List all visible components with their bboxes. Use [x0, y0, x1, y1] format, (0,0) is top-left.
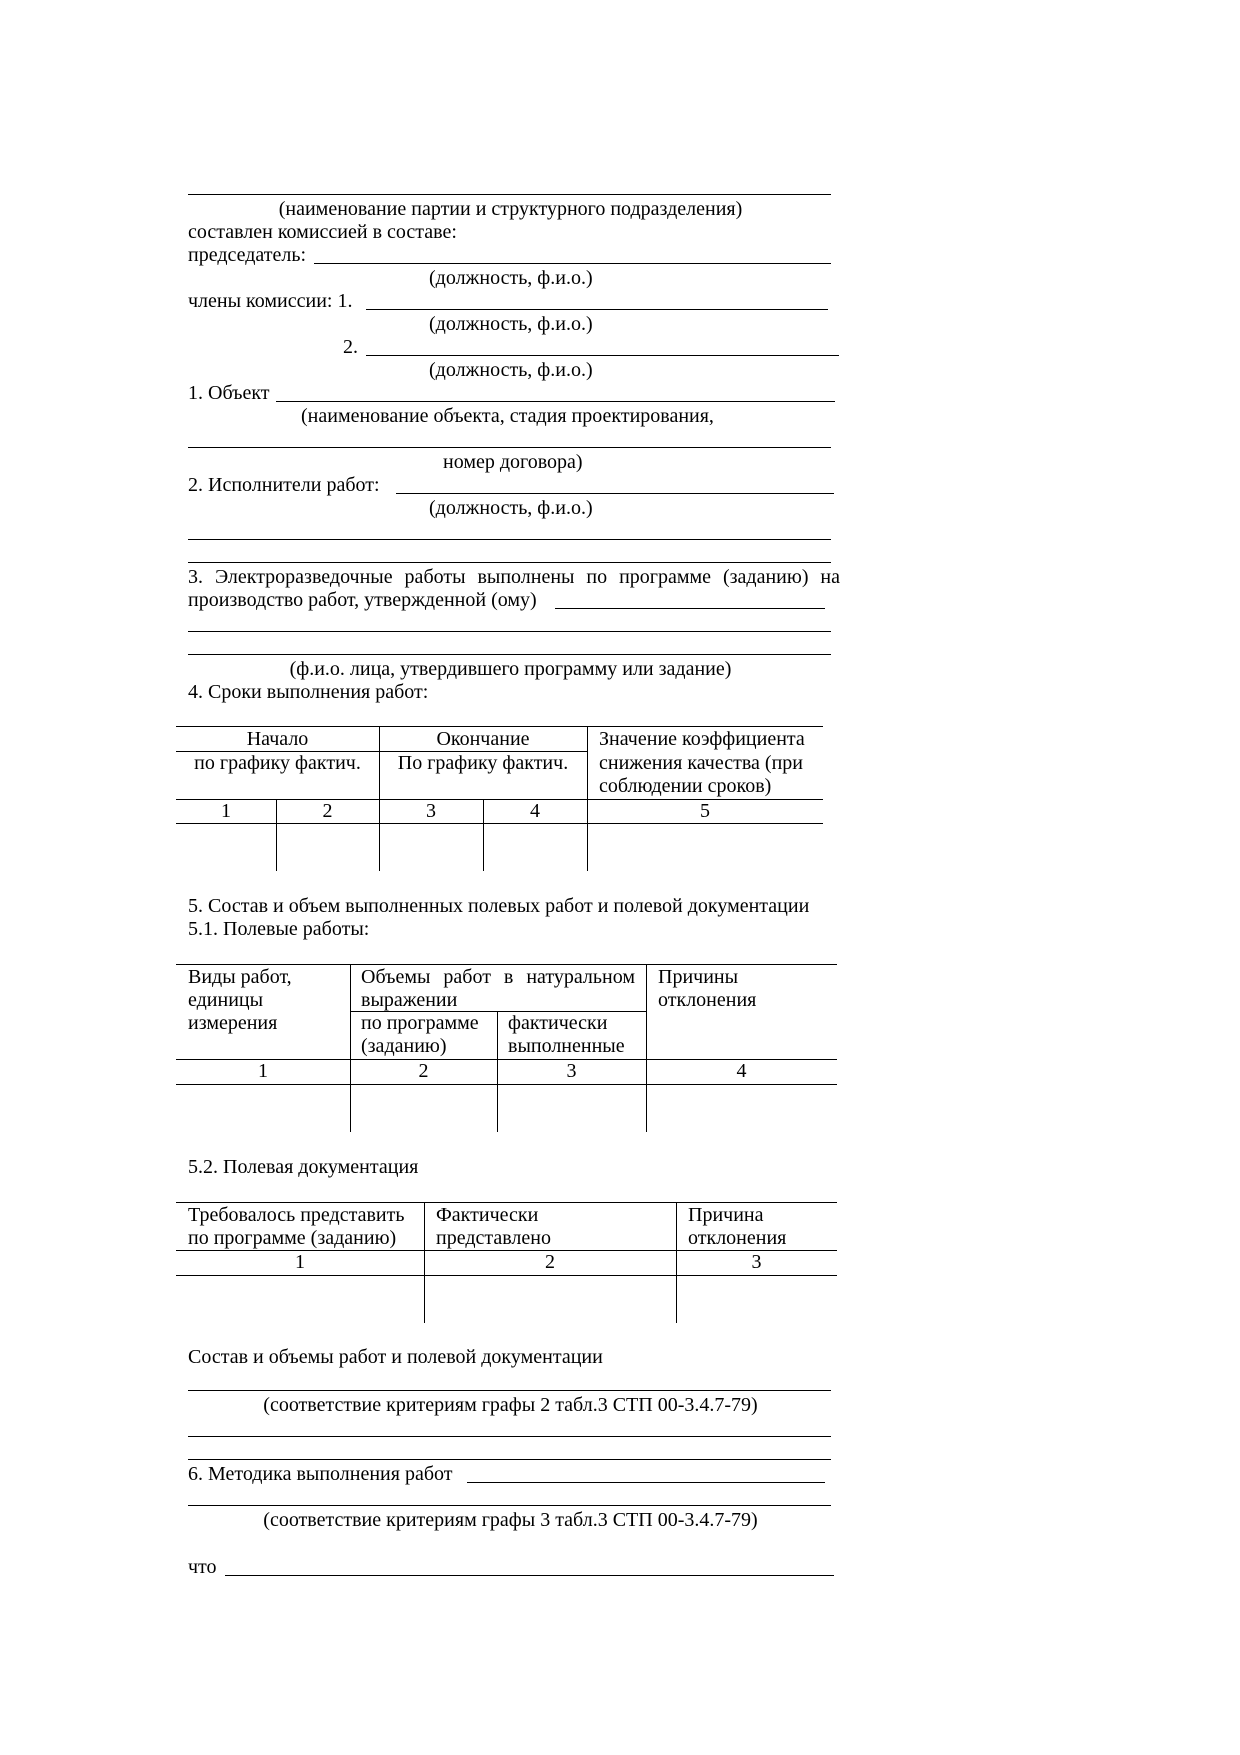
program-text-line-2: производство работ, утвержденной (ому)	[188, 589, 537, 611]
field-docs-col2-header-1: Фактически	[436, 1204, 539, 1226]
field-docs-col-number: 2	[545, 1251, 555, 1273]
field-works-col2-header-1: Объемы работ в натуральном	[361, 966, 635, 988]
field-works-col-number: 4	[736, 1060, 747, 1082]
terms-col-number: 3	[426, 800, 436, 822]
object-label: 1. Объект	[188, 382, 270, 404]
terms-label: 4. Сроки выполнения работ:	[188, 681, 429, 703]
terms-col-number: 1	[221, 800, 231, 822]
member1-blank-line	[366, 309, 828, 310]
what-blank-line	[225, 1575, 834, 1576]
terms-col-number: 2	[322, 800, 333, 822]
terms-col-number: 5	[700, 800, 710, 822]
executors-blank-line	[396, 493, 834, 494]
composition-blank-line	[188, 1390, 831, 1391]
members-label: члены комиссии: 1.	[188, 290, 353, 312]
field-works-col2a-header-2: (заданию)	[361, 1035, 447, 1057]
member1-caption: (должность, ф.и.о.)	[429, 313, 593, 335]
methodology-blank-line-2	[188, 1505, 831, 1506]
composition-blank-line-3	[188, 1459, 831, 1460]
field-works-col2b-header-1: фактически	[508, 1012, 608, 1034]
field-docs-col-number: 3	[751, 1251, 762, 1273]
executors-label: 2. Исполнители работ:	[188, 474, 380, 496]
field-works-label: 5.1. Полевые работы:	[188, 918, 370, 940]
commission-line: составлен комиссией в составе:	[188, 221, 457, 243]
methodology-caption: (соответствие критериям графы 3 табл.3 СТП 00-3.4.7-79)	[263, 1509, 758, 1531]
field-works-col-number: 3	[566, 1060, 577, 1082]
object-caption-1: (наименование объекта, стадия проектирования,	[301, 405, 714, 427]
party-caption: (наименование партии и структурного подразделения)	[278, 198, 743, 220]
field-works-col2-header-2: выражении	[361, 989, 458, 1011]
terms-col-number: 4	[530, 800, 540, 822]
field-docs-col-number: 1	[295, 1251, 305, 1273]
member2-label: 2.	[343, 336, 358, 358]
program-blank-line-2	[188, 631, 831, 632]
field-docs-col2-header-2: представлено	[436, 1227, 551, 1249]
executors-blank-line-3	[188, 562, 831, 563]
what-label: что	[188, 1556, 217, 1578]
field-works-col1-header-1: Виды работ,	[188, 966, 292, 988]
terms-coef-header-1: Значение коэффициента	[599, 728, 805, 750]
program-text-line-1: 3. Электроразведочные работы выполнены по программе (заданию) на	[188, 566, 840, 588]
member2-caption: (должность, ф.и.о.)	[429, 359, 593, 381]
member2-blank-line	[366, 355, 839, 356]
field-works-col1-header-2: единицы	[188, 989, 264, 1011]
field-docs-col3-header-1: Причина	[688, 1204, 764, 1226]
field-works-col-number: 2	[418, 1060, 429, 1082]
field-works-col1-header-3: измерения	[188, 1012, 278, 1034]
field-docs-label: 5.2. Полевая документация	[188, 1156, 419, 1178]
terms-end-header: Окончание	[436, 728, 530, 750]
object-blank-line	[276, 401, 835, 402]
program-caption: (ф.и.о. лица, утвердившего программу или задание)	[289, 658, 732, 680]
field-works-col-number: 1	[258, 1060, 268, 1082]
terms-coef-header-3: соблюдении сроков)	[599, 775, 772, 797]
terms-coef-header-2: снижения качества (при	[599, 752, 803, 774]
methodology-label: 6. Методика выполнения работ	[188, 1463, 453, 1485]
object-caption-2: номер договора)	[443, 451, 583, 473]
chairman-label: председатель:	[188, 244, 307, 266]
composition-blank-line-2	[188, 1436, 831, 1437]
terms-start-header: Начало	[246, 728, 309, 750]
terms-start-subheader: по графику фактич.	[194, 752, 361, 774]
party-blank-line	[188, 194, 831, 195]
composition-section-label: 5. Состав и объем выполненных полевых работ и полевой документации	[188, 895, 810, 917]
field-works-col3-header-2: отклонения	[658, 989, 757, 1011]
composition-caption: (соответствие критериям графы 2 табл.3 СТП 00-3.4.7-79)	[263, 1394, 758, 1416]
executors-caption: (должность, ф.и.о.)	[429, 497, 593, 519]
composition-line: Состав и объемы работ и полевой документации	[188, 1346, 603, 1368]
object-blank-line-2	[188, 447, 831, 448]
terms-end-subheader: По графику фактич.	[397, 752, 569, 774]
methodology-blank-line	[467, 1482, 825, 1483]
field-docs-col1-header-2: по программе (заданию)	[188, 1227, 397, 1249]
field-works-col2b-header-2: выполненные	[508, 1035, 625, 1057]
field-works-col3-header-1: Причины	[658, 966, 739, 988]
executors-blank-line-2	[188, 539, 831, 540]
chairman-blank-line	[314, 263, 831, 264]
chairman-caption: (должность, ф.и.о.)	[429, 267, 593, 289]
program-blank-line	[555, 608, 825, 609]
field-docs-col1-header-1: Требовалось представить	[188, 1204, 405, 1226]
program-blank-line-3	[188, 654, 831, 655]
field-works-col2a-header-1: по программе	[361, 1012, 479, 1034]
field-docs-col3-header-2: отклонения	[688, 1227, 787, 1249]
